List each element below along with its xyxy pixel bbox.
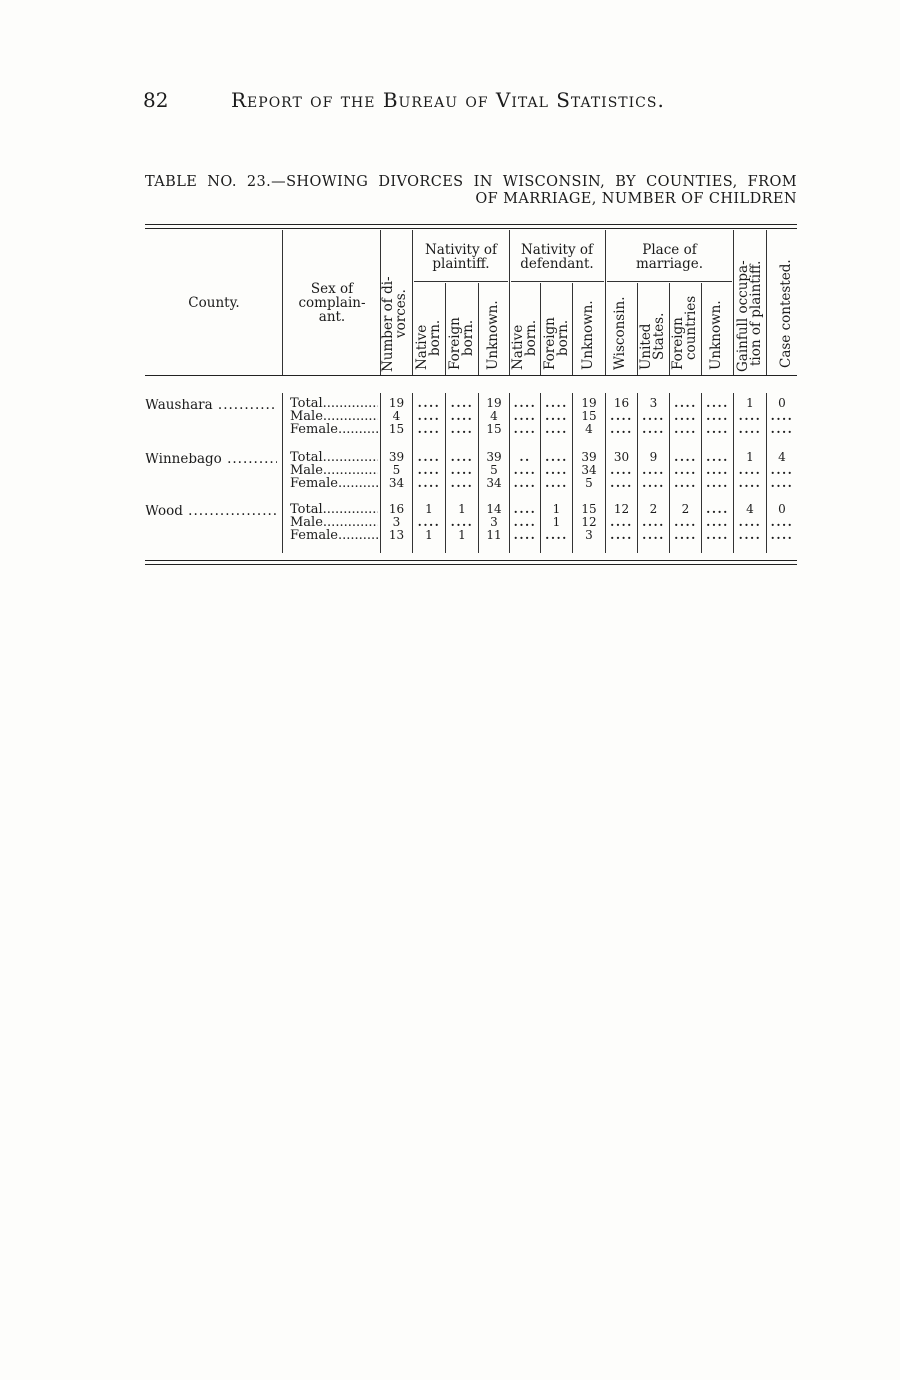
bottom-rule (145, 560, 797, 561)
bottom-rule-2 (145, 564, 797, 565)
table-cell: .... (610, 477, 633, 490)
table-cell: .... (706, 410, 729, 423)
table-cell: 11 (486, 529, 502, 542)
table-cell: 0 (778, 503, 786, 516)
table-cell: 1 (746, 451, 754, 464)
table-cell: .... (706, 451, 729, 464)
header-number-of-divorces: Number of di- vorces. (380, 276, 409, 372)
table-cell: 1 (458, 503, 466, 516)
table-cell: .... (706, 423, 729, 436)
table-cell: .... (513, 423, 537, 436)
table-cell: 4 (490, 410, 498, 423)
table-cell: .... (770, 516, 794, 529)
table-cell: .... (738, 410, 762, 423)
table-title-line-2: OF MARRIAGE, NUMBER OF CHILDREN (475, 191, 797, 207)
table-cell: .. (519, 451, 531, 464)
table-cell: .... (642, 477, 665, 490)
header-defendant-native-born: Native born. (510, 319, 539, 370)
table-cell: .... (610, 464, 633, 477)
county-name: Wood ..... (145, 505, 277, 518)
running-title: Report of the Bureau of Vital Statistics. (231, 88, 665, 112)
table-cell: .... (610, 516, 633, 529)
header-defendant-foreign-born: Foreign born. (542, 317, 571, 370)
table-cell: .... (706, 516, 729, 529)
table-cell: 5 (490, 464, 498, 477)
table-cell: 3 (490, 516, 498, 529)
top-rule (145, 224, 797, 225)
table-cell: .... (706, 529, 729, 542)
table-cell: 1 (458, 529, 466, 542)
table-cell: .... (738, 464, 762, 477)
table-cell: .... (545, 410, 568, 423)
table-cell: 5 (392, 464, 401, 477)
table-cell: .... (674, 397, 697, 410)
county-name: Winnebago ..... (145, 453, 277, 466)
table-cell: 1 (746, 397, 754, 410)
header-case-contested: Case contested. (778, 259, 794, 368)
table-cell: .... (545, 423, 568, 436)
table-cell: 1 (425, 529, 433, 542)
table-cell: 4 (778, 451, 786, 464)
table-cell: .... (545, 477, 568, 490)
sex-label: Male ..... (290, 464, 378, 477)
table-cell: .... (738, 516, 762, 529)
table-cell: 1 (552, 516, 561, 529)
header-gainful-occupation: Gainfull occupa- tion of plaintiff. (735, 260, 764, 372)
table-cell: 15 (581, 503, 597, 516)
table-cell: .... (642, 529, 665, 542)
header-nativity-plaintiff: Nativity of plaintiff. (424, 242, 497, 272)
table-cell: .... (674, 423, 697, 436)
table-cell: .... (706, 464, 729, 477)
table-cell: 16 (388, 503, 405, 516)
table-cell: .... (545, 451, 568, 464)
table-cell: .... (545, 397, 568, 410)
top-rule-2 (145, 228, 797, 229)
table-cell: .... (770, 477, 794, 490)
table-cell: 4 (746, 503, 754, 516)
table-cell: 34 (486, 477, 502, 490)
table-cell: 1 (552, 503, 561, 516)
table-cell: .... (450, 516, 474, 529)
table-cell: .... (674, 477, 697, 490)
table-cell: 0 (778, 397, 786, 410)
sex-label: Female ..... (290, 529, 378, 542)
table-cell: .... (417, 423, 441, 436)
table-cell: .... (513, 477, 537, 490)
table-cell: .... (513, 410, 537, 423)
table-cell: .... (642, 516, 665, 529)
table-cell: .... (738, 423, 762, 436)
table-title (145, 174, 797, 208)
header-rule (145, 375, 797, 376)
table-cell: .... (674, 451, 697, 464)
table-cell: 4 (392, 410, 401, 423)
table-cell: .... (674, 410, 697, 423)
table-cell: 12 (581, 516, 597, 529)
table-cell: .... (642, 464, 665, 477)
table-cell: .... (513, 464, 537, 477)
sex-label: Female ..... (290, 423, 378, 436)
table-cell: .... (450, 397, 474, 410)
header-plaintiff-foreign-born: Foreign born. (447, 317, 476, 370)
table-cell: 14 (486, 503, 502, 516)
header-place-unknown: Unknown. (708, 300, 724, 370)
table-cell: 34 (581, 464, 597, 477)
table-cell: .... (417, 464, 441, 477)
table-cell: .... (738, 477, 762, 490)
table-cell: 34 (388, 477, 405, 490)
table-cell: .... (450, 451, 474, 464)
table-cell: .... (417, 516, 441, 529)
table-cell: 16 (613, 397, 630, 410)
table-cell: 39 (388, 451, 405, 464)
table-cell: .... (545, 529, 568, 542)
table-cell: 2 (681, 503, 690, 516)
table-title-line-1: TABLE NO. 23.—SHOWING DIVORCES IN WISCONSIN, BY COUNTIES, FROM (145, 174, 797, 190)
table-cell: .... (770, 410, 794, 423)
sex-label: Female ..... (290, 477, 378, 490)
table-cell: 30 (613, 451, 630, 464)
header-place-of-marriage: Place of marriage. (635, 242, 704, 272)
table-cell: 15 (486, 423, 502, 436)
table-cell: .... (706, 397, 729, 410)
header-defendant-unknown: Unknown. (580, 300, 596, 370)
table-cell: .... (417, 410, 441, 423)
header-wisconsin: Wisconsin. (612, 296, 628, 370)
table-cell: 19 (581, 397, 597, 410)
header-plaintiff-native-born: Native born. (414, 319, 443, 370)
table-cell: 3 (392, 516, 401, 529)
table-cell: 12 (613, 503, 630, 516)
table-cell: .... (513, 503, 537, 516)
table-cell: .... (513, 516, 537, 529)
table-cell: .... (610, 423, 633, 436)
sex-label: Total ..... (290, 397, 378, 410)
header-foreign-countries: Foreign countries (670, 295, 699, 370)
table-cell: 2 (649, 503, 658, 516)
table-cell: .... (417, 397, 441, 410)
table-cell: .... (706, 477, 729, 490)
table-cell: .... (450, 410, 474, 423)
table-cell: 9 (649, 451, 658, 464)
running-head (143, 88, 803, 118)
table-cell: .... (642, 423, 665, 436)
table-cell: 19 (388, 397, 405, 410)
table-cell: .... (674, 529, 697, 542)
sex-label: Total ..... (290, 503, 378, 516)
page-number: 82 (143, 88, 169, 112)
table-cell: .... (417, 477, 441, 490)
sex-label: Male ..... (290, 410, 378, 423)
table-cell: .... (770, 423, 794, 436)
table-cell: .... (545, 464, 568, 477)
header-nativity-defendant: Nativity of defendant. (520, 242, 594, 272)
table-cell: 3 (649, 397, 658, 410)
table-cell: .... (450, 477, 474, 490)
table-cell: 4 (585, 423, 593, 436)
table-cell: .... (513, 397, 537, 410)
table-cell: .... (706, 503, 729, 516)
county-name: Waushara ..... (145, 399, 277, 412)
table-cell: 39 (486, 451, 502, 464)
table-cell: .... (738, 529, 762, 542)
table-cell: 1 (425, 503, 433, 516)
table-cell: .... (450, 464, 474, 477)
sex-label: Total ..... (290, 451, 378, 464)
table-cell: .... (417, 451, 441, 464)
sex-label: Male ..... (290, 516, 378, 529)
header-county: County. (188, 295, 240, 311)
table-cell: 13 (388, 529, 405, 542)
table-cell: 15 (581, 410, 597, 423)
table-cell: 39 (581, 451, 597, 464)
table-cell: .... (674, 516, 697, 529)
table-cell: .... (450, 423, 474, 436)
table-cell: .... (610, 529, 633, 542)
table-cell: .... (674, 464, 697, 477)
header-sex: Sex of complain- ant. (298, 281, 366, 325)
table-cell: 5 (585, 477, 593, 490)
table-cell: .... (770, 464, 794, 477)
table-cell: .... (513, 529, 537, 542)
table-cell: 19 (486, 397, 502, 410)
table-cell: .... (770, 529, 794, 542)
header-united-states: United States. (638, 312, 667, 370)
table-cell: 3 (585, 529, 593, 542)
table-cell: 15 (388, 423, 405, 436)
header-plaintiff-unknown: Unknown. (485, 300, 501, 370)
table-cell: .... (642, 410, 665, 423)
table-cell: .... (610, 410, 633, 423)
